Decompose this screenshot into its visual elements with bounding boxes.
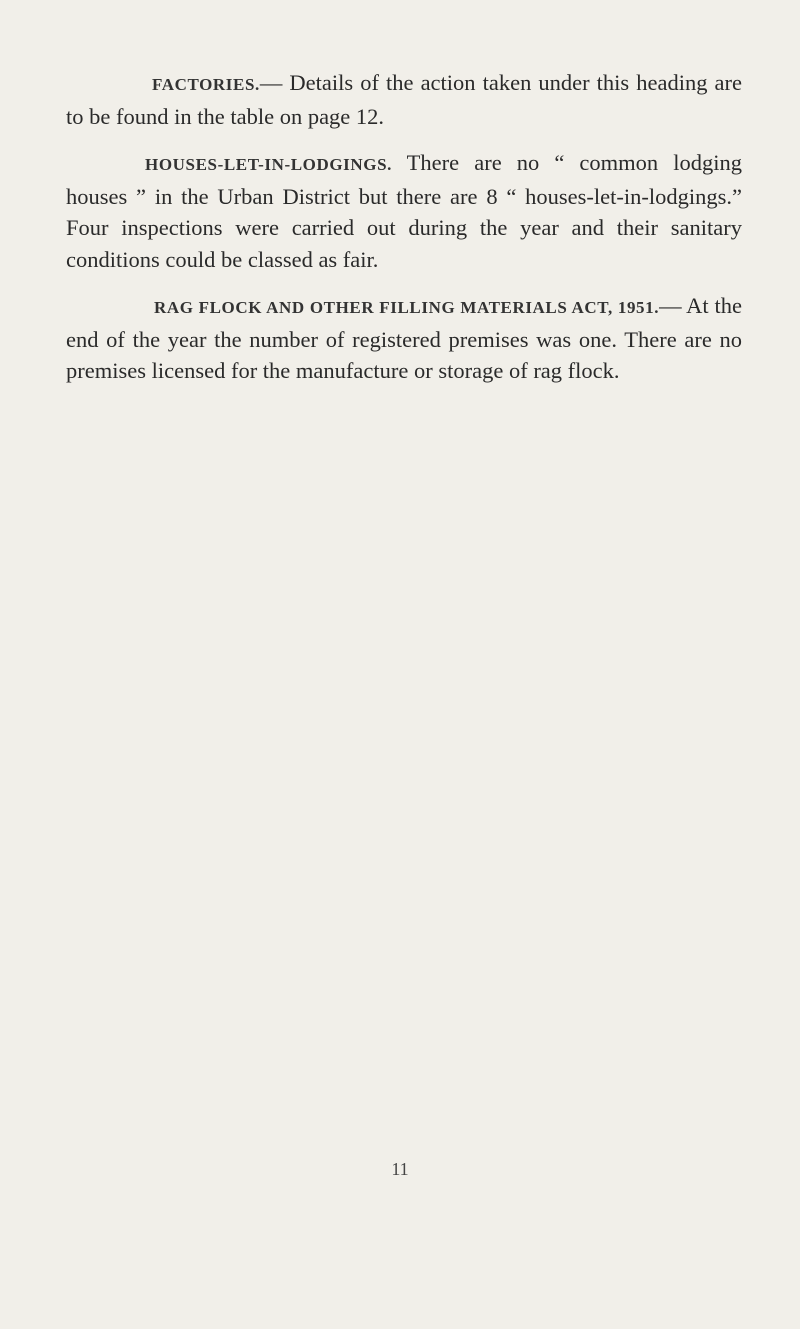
paragraph-rag-flock-act (66, 290, 742, 387)
body-houses-let-in-lodgings: There are no “ common lodging houses ” in the Urban District but there are 8 “ houses-let-in-lodgings.” Four inspections were carried out during the year and their sanitary conditions could be classed as fair. (66, 150, 742, 272)
paragraph-factories (66, 67, 742, 132)
paragraph-houses-let-in-lodgings (66, 147, 742, 275)
heading-houses-let-in-lodgings: HOUSES-LET-IN-LODGINGS. (145, 155, 392, 174)
body-rag-flock-act: — At the end of the year the number of registered premises was one. There are no premises licensed for the manufacture or storage of rag flock. (66, 293, 742, 383)
heading-factories: FACTORIES. (152, 75, 260, 94)
body-factories: — Details of the action taken under this heading are to be found in the table on page 12. (66, 70, 742, 129)
page-number: 11 (391, 1159, 409, 1179)
heading-rag-flock-act: RAG FLOCK AND OTHER FILLING MATERIALS ACT, 1951. (154, 298, 660, 317)
